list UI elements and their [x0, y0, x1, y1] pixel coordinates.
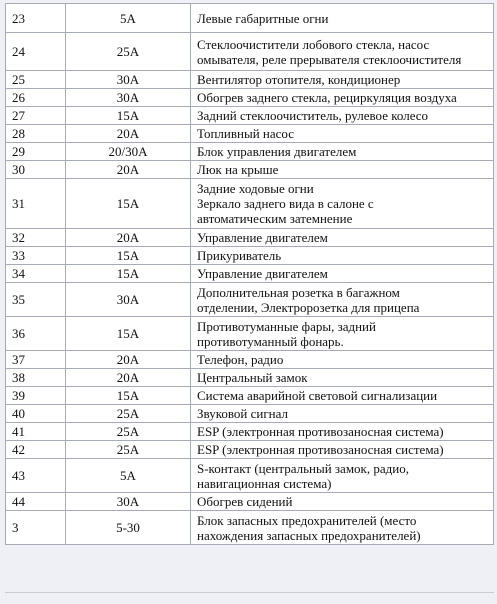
table-row — [6, 369, 494, 387]
table-row — [6, 493, 494, 511]
fuse-rating: 5-30 — [66, 511, 191, 545]
fuse-description-line: Обогрев заднего стекла, рециркуляция воздуха — [197, 90, 457, 105]
fuse-description — [191, 317, 494, 351]
fuse-rating: 25A — [66, 441, 191, 459]
fuse-description — [191, 143, 494, 161]
fuse-rating: 20A — [66, 229, 191, 247]
fuse-number: 40 — [6, 405, 66, 423]
fuse-number: 35 — [6, 283, 66, 317]
table-row — [6, 511, 494, 545]
fuse-description-line: омывателя, реле прерывателя стеклоочистителя — [197, 51, 462, 67]
fuse-description — [191, 441, 494, 459]
fuse-number: 24 — [6, 33, 66, 71]
fuse-description-line: Блок управления двигателем — [197, 144, 357, 159]
fuse-description — [191, 71, 494, 89]
fuse-rating: 25A — [66, 33, 191, 71]
fuse-description — [191, 33, 494, 71]
fuse-rating: 5A — [66, 459, 191, 493]
fuse-description-line: Центральный замок — [197, 370, 308, 385]
table-row — [6, 89, 494, 107]
fuse-number: 41 — [6, 423, 66, 441]
fuse-description-line: Вентилятор отопителя, кондиционер — [197, 72, 401, 87]
fuse-number: 26 — [6, 89, 66, 107]
table-row — [6, 229, 494, 247]
fuse-description-line: противотуманный фонарь. — [197, 333, 344, 349]
fuse-rating: 15A — [66, 317, 191, 351]
fuse-description-line: ESP (электронная противозаносная система) — [197, 424, 444, 439]
fuse-number: 34 — [6, 265, 66, 283]
fuse-number: 23 — [6, 4, 66, 33]
fuse-description — [191, 283, 494, 317]
fuse-number: 27 — [6, 107, 66, 125]
fuse-description-line: Управление двигателем — [197, 266, 328, 281]
fuse-description-line: Топливный насос — [197, 126, 294, 141]
fuse-description — [191, 125, 494, 143]
fuse-rating: 30A — [66, 89, 191, 107]
fuse-description — [191, 351, 494, 369]
table-row — [6, 143, 494, 161]
fuse-description — [191, 179, 494, 229]
table-row — [6, 351, 494, 369]
fuse-number: 36 — [6, 317, 66, 351]
fuse-number: 31 — [6, 179, 66, 229]
fuse-number: 42 — [6, 441, 66, 459]
table-row — [6, 405, 494, 423]
fuse-rating: 15A — [66, 265, 191, 283]
fuse-rating: 15A — [66, 107, 191, 125]
fuse-description — [191, 247, 494, 265]
fuse-description-line: Левые габаритные огни — [197, 10, 329, 26]
table-row — [6, 265, 494, 283]
fuse-number: 37 — [6, 351, 66, 369]
fuse-description-line: Противотуманные фары, задний — [197, 318, 376, 334]
fuse-number: 30 — [6, 161, 66, 179]
fuse-description — [191, 89, 494, 107]
fuse-description — [191, 107, 494, 125]
fuse-description-line: Блок запасных предохранителей (место — [197, 512, 417, 528]
fuse-description — [191, 405, 494, 423]
fuse-number: 38 — [6, 369, 66, 387]
table-row — [6, 387, 494, 405]
table-row — [6, 459, 494, 493]
fuse-description — [191, 459, 494, 493]
fuse-description-line: автоматическим затемнение — [197, 211, 353, 226]
fuse-description-line: Обогрев сидений — [197, 494, 293, 509]
fuse-description-line: Система аварийной световой сигнализации — [197, 388, 438, 403]
fuse-description — [191, 161, 494, 179]
fuse-description-line: Дополнительная розетка в багажном — [197, 284, 400, 300]
fuse-description-line: ESP (электронная противозаносная система) — [197, 442, 444, 457]
fuse-number: 25 — [6, 71, 66, 89]
fuse-number: 33 — [6, 247, 66, 265]
table-row — [6, 4, 494, 33]
table-row — [6, 161, 494, 179]
fuse-rating: 20A — [66, 161, 191, 179]
fuse-description-line: отделении, Электророзетка для прицепа — [197, 299, 420, 315]
fuse-description — [191, 265, 494, 283]
fuse-description-line: Задние ходовые огни — [197, 181, 314, 196]
fuse-number: 29 — [6, 143, 66, 161]
table-row — [6, 179, 494, 229]
fuse-rating: 20A — [66, 125, 191, 143]
table-row — [6, 283, 494, 317]
fuse-rating: 30A — [66, 283, 191, 317]
fuse-description-line: Прикуриватель — [197, 248, 282, 263]
fuse-description — [191, 4, 494, 33]
table-bottom-edge — [5, 592, 494, 603]
fuse-description-line: S-контакт (центральный замок, радио, — [197, 460, 409, 476]
fuse-description-line: Стеклоочистители лобового стекла, насос — [197, 36, 430, 52]
fuse-number: 3 — [6, 511, 66, 545]
fuse-rating: 20/30A — [66, 143, 191, 161]
fuse-number: 32 — [6, 229, 66, 247]
fuse-rating: 25A — [66, 423, 191, 441]
fuse-number: 39 — [6, 387, 66, 405]
table-row — [6, 71, 494, 89]
fuse-rating: 20A — [66, 369, 191, 387]
fuse-rating: 15A — [66, 387, 191, 405]
table-row — [6, 125, 494, 143]
fuse-table-body — [6, 4, 494, 545]
fuse-description — [191, 387, 494, 405]
fuse-description — [191, 423, 494, 441]
fuse-description — [191, 369, 494, 387]
fuse-description-line: Задний стеклоочиститель, рулевое колесо — [197, 108, 429, 123]
table-row — [6, 441, 494, 459]
fuse-description-line: Люк на крыше — [197, 162, 279, 177]
fuse-description-line: навигационная система) — [197, 475, 332, 491]
fuse-number: 44 — [6, 493, 66, 511]
fuse-description — [191, 229, 494, 247]
fuse-description-line: нахождения запасных предохранителей) — [197, 527, 421, 543]
table-row — [6, 33, 494, 71]
fuse-description — [191, 511, 494, 545]
fuse-rating: 25A — [66, 405, 191, 423]
fuse-rating: 30A — [66, 493, 191, 511]
table-row — [6, 247, 494, 265]
fuse-rating: 30A — [66, 71, 191, 89]
fuse-number: 28 — [6, 125, 66, 143]
fuse-description-line: Управление двигателем — [197, 230, 328, 245]
fuse-description-line: Звуковой сигнал — [197, 406, 289, 421]
table-row — [6, 317, 494, 351]
table-row — [6, 107, 494, 125]
fuse-rating: 5A — [66, 4, 191, 33]
fuse-table — [5, 3, 494, 545]
fuse-description — [191, 493, 494, 511]
fuse-description-line: Зеркало заднего вида в салоне с — [197, 196, 374, 211]
fuse-rating: 15A — [66, 247, 191, 265]
fuse-rating: 20A — [66, 351, 191, 369]
fuse-rating: 15A — [66, 179, 191, 229]
table-row — [6, 423, 494, 441]
fuse-description-line: Телефон, радио — [197, 352, 284, 367]
fuse-number: 43 — [6, 459, 66, 493]
